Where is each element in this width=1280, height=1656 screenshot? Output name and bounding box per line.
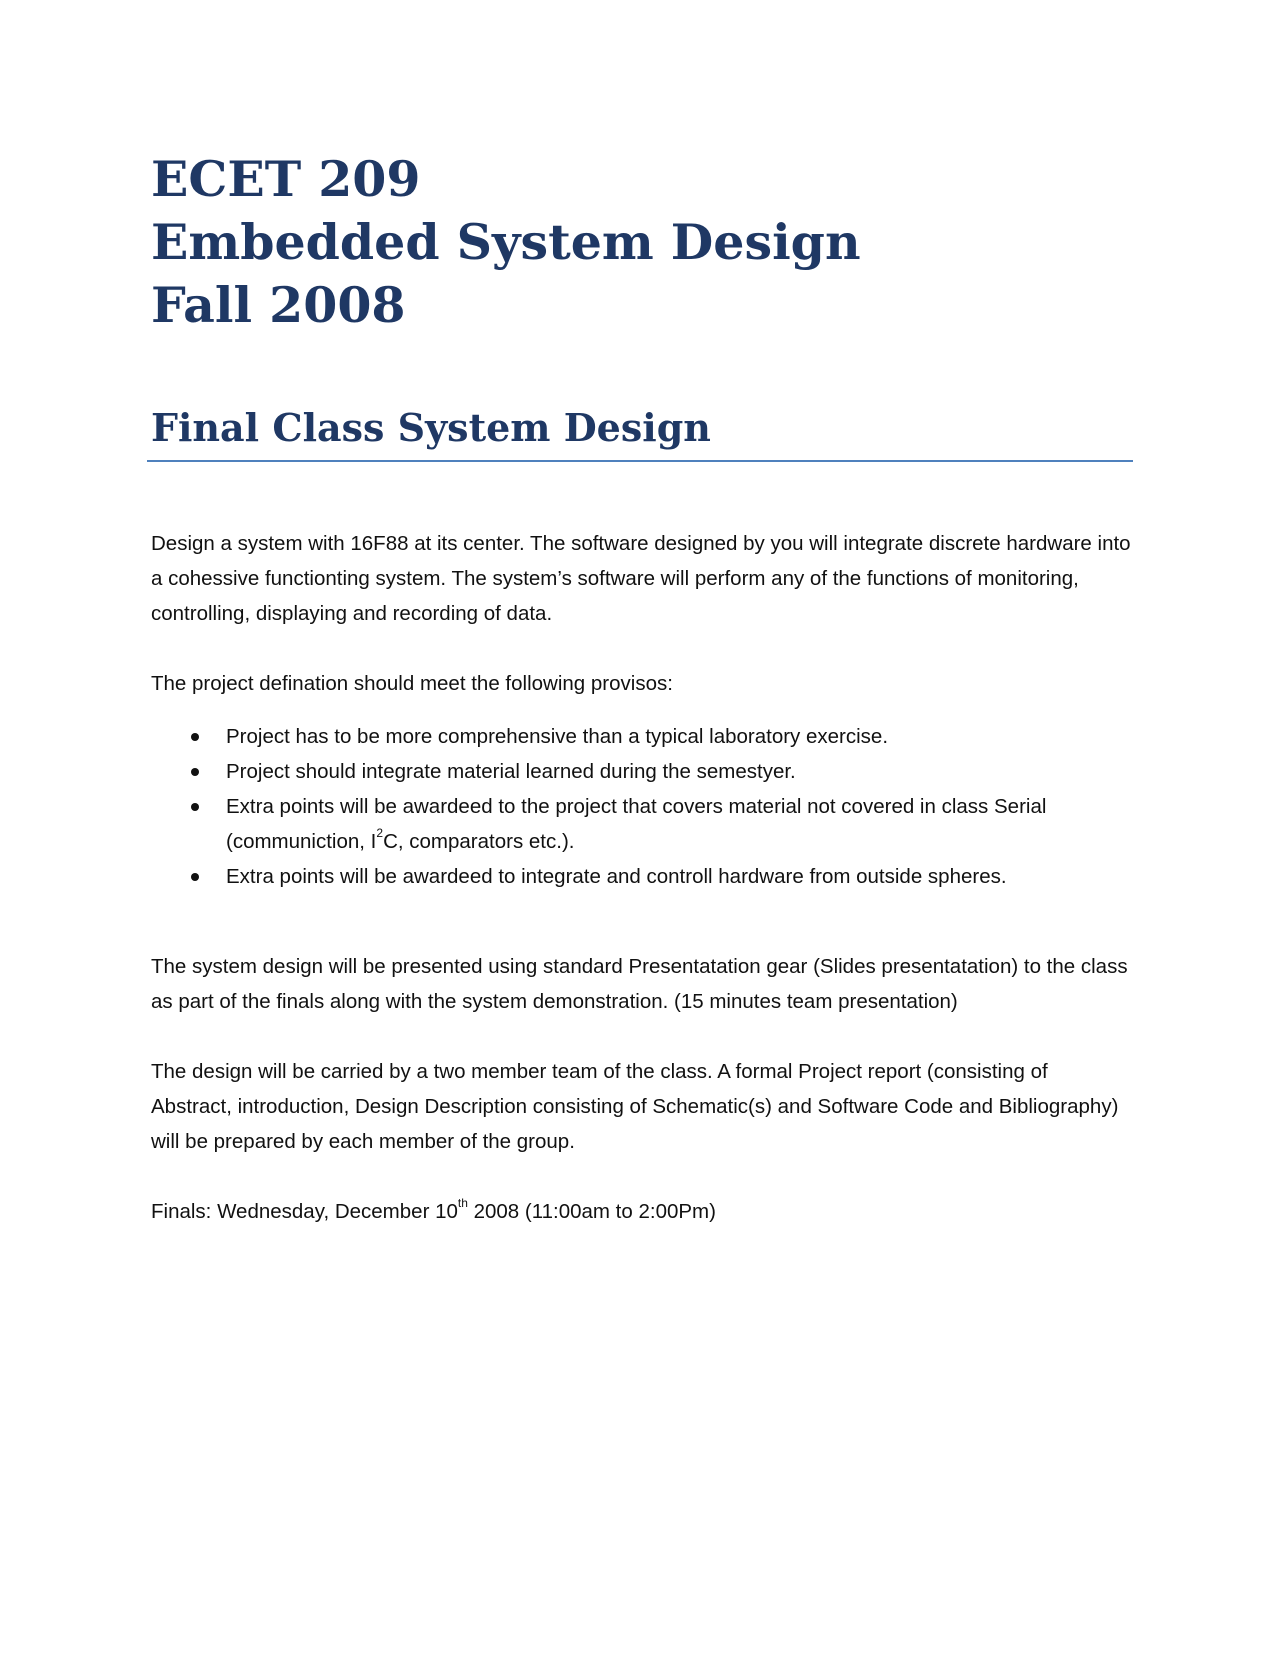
document-body [151,526,1133,1229]
finals-line [151,1194,1133,1229]
intro-paragraph: Design a system with 16F88 at its center. The software designed by you will integrate discrete hardware into a cohessive functionting system. The system’s software will perform any of the functions of monitoring, controlling, displaying and recording of data. [151,532,1131,625]
presentation-paragraph: The system design will be presented using standard Presentatation gear (Slides presentatation) to the class as part of the finals along with the system demonstration. (15 minutes team presentation) [151,955,1128,1013]
list-item [151,789,1133,859]
provisos-intro: The project defination should meet the following provisos: [151,672,673,695]
list-item-text: Project should integrate material learned during the semestyer. [226,760,796,783]
provisos-list [151,719,1133,894]
list-item-text: Extra points will be awardeed to integrate and controll hardware from outside spheres. [226,865,1007,888]
document-title [151,148,1133,337]
bullet-icon [191,873,199,881]
superscript: th [457,1196,468,1211]
list-item [151,719,1133,754]
superscript: 2 [376,826,384,841]
list-item [151,859,1133,894]
finals-text-end: 2008 (11:00am to 2:00Pm) [467,1200,716,1223]
list-item-text: Project has to be more comprehensive than a typical laboratory exercise. [226,725,889,748]
list-item-text: Extra points will be awardeed to the project that covers material not covered in class Serial (communiction, I [226,795,1047,853]
bullet-icon [191,768,199,776]
bullet-icon [191,733,199,741]
list-item [151,754,1133,789]
course-term: Fall 2008 [151,276,406,334]
document-content [151,148,1133,1229]
course-code: ECET 209 [151,150,421,208]
bullet-icon [191,803,199,811]
list-item-text: C, comparators etc.). [383,830,575,853]
finals-text: Finals: Wednesday, December 10 [151,1200,458,1223]
report-paragraph: The design will be carried by a two member team of the class. A formal Project report (consisting of Abstract, introduction, Design Description consisting of Schematic(s) and Software Code and Bibliography) will be prepared by each member of the group. [151,1060,1119,1153]
section-title: Final Class System Design [151,405,711,450]
section-divider [147,460,1133,462]
course-name: Embedded System Design [151,213,861,271]
